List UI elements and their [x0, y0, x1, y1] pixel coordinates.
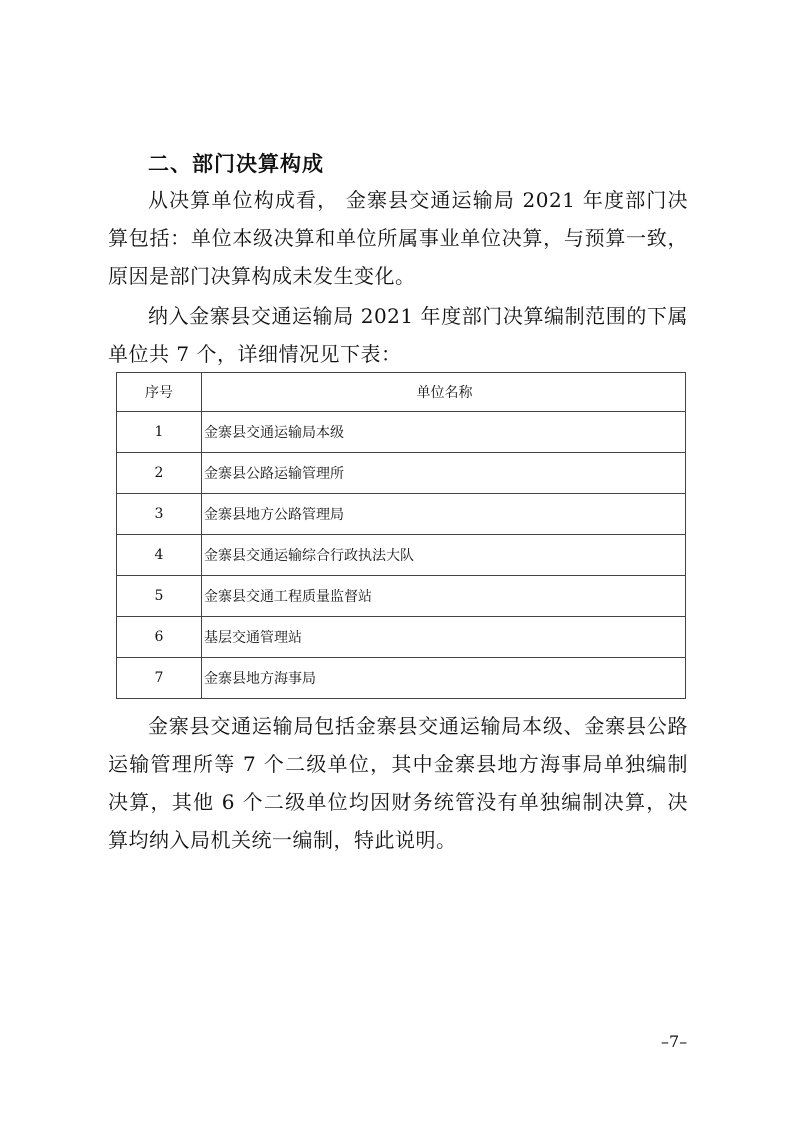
- page-number: –7–: [661, 1032, 688, 1051]
- row-unit-name: 金寨县交通运输局本级: [202, 412, 686, 453]
- table-header-row: [117, 373, 686, 412]
- row-index: 5: [117, 576, 202, 617]
- row-unit-name: 金寨县公路运输管理所: [202, 453, 686, 494]
- row-index: 4: [117, 535, 202, 576]
- table-row: [117, 658, 686, 699]
- row-index: 1: [117, 412, 202, 453]
- header-index: 序号: [117, 373, 202, 412]
- table-row: [117, 617, 686, 658]
- section-heading: 二、部门决算构成: [148, 152, 324, 176]
- row-index: 3: [117, 494, 202, 535]
- table-row: [117, 576, 686, 617]
- table-row: [117, 535, 686, 576]
- row-index: 6: [117, 617, 202, 658]
- header-unit-name: 单位名称: [202, 373, 686, 412]
- row-unit-name: 金寨县交通工程质量监督站: [202, 576, 686, 617]
- row-index: 7: [117, 658, 202, 699]
- table-row: [117, 453, 686, 494]
- row-unit-name: 金寨县交通运输综合行政执法大队: [202, 535, 686, 576]
- table-row: [117, 412, 686, 453]
- table-row: [117, 494, 686, 535]
- units-table: [116, 372, 686, 699]
- row-index: 2: [117, 453, 202, 494]
- paragraph-explanation: 金寨县交通运输局包括金寨县交通运输局本级、金寨县公路运输管理所等 7 个二级单位，其中金寨县地方海事局单独编制决算，其他 6 个二级单位均因财务统管没有单独编制决算，决算均纳入局机关统一编制，特此说明。: [108, 714, 688, 852]
- paragraph-composition: 从决算单位构成看， 金寨县交通运输局 2021 年度部门决算包括：单位本级决算和单位所属事业单位决算，与预算一致，原因是部门决算构成未发生变化。: [108, 188, 688, 288]
- row-unit-name: 基层交通管理站: [202, 617, 686, 658]
- row-unit-name: 金寨县地方海事局: [202, 658, 686, 699]
- row-unit-name: 金寨县地方公路管理局: [202, 494, 686, 535]
- paragraph-scope: 纳入金寨县交通运输局 2021 年度部门决算编制范围的下属单位共 7 个，详细情况见下表：: [108, 304, 688, 366]
